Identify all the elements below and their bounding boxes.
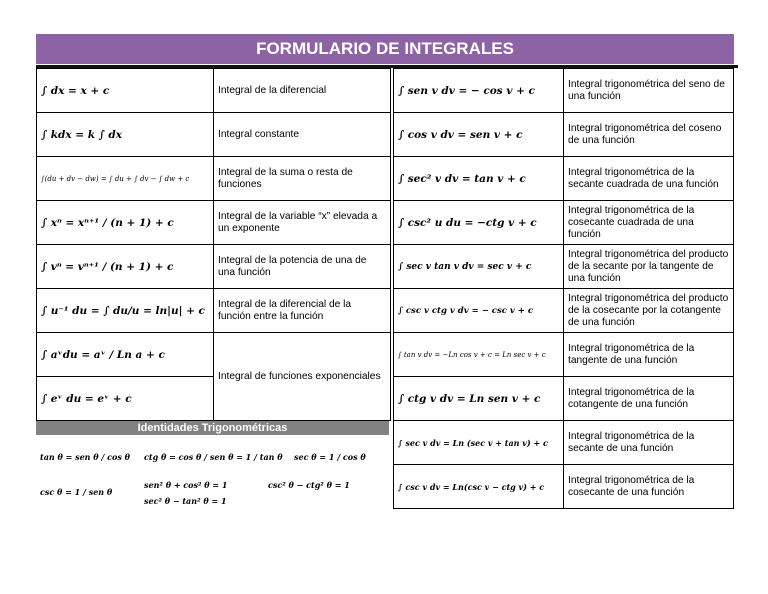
description-cell: Integral trigonométrica del producto de la secante por la tangente de una función xyxy=(564,245,734,289)
formula-cell: ∫ csc v ctg v dv = − csc v + c xyxy=(394,289,564,333)
table-row xyxy=(394,113,734,157)
description-cell: Integral de la diferencial xyxy=(214,69,391,113)
table-row xyxy=(394,289,734,333)
left-formula-table xyxy=(36,68,391,421)
description-cell: Integral de funciones exponenciales xyxy=(214,333,391,421)
formula-cell: ∫ sec v tan v dv = sec v + c xyxy=(394,245,564,289)
page-title: FORMULARIO DE INTEGRALES xyxy=(36,34,734,64)
formula-cell: ∫(du + dv − dw) = ∫ du + ∫ dv − ∫ dw + c xyxy=(37,157,214,201)
identity-pythagorean-sec-tan: sec² θ − tan² θ = 1 xyxy=(144,496,227,506)
formula-cell: ∫ kdx = k ∫ dx xyxy=(37,113,214,157)
description-cell: Integral de la potencia de una de una función xyxy=(214,245,391,289)
formula-cell: ∫ sen v dv = − cos v + c xyxy=(394,69,564,113)
table-row xyxy=(37,201,391,245)
table-row xyxy=(394,421,734,465)
table-row xyxy=(394,157,734,201)
table-row xyxy=(37,289,391,333)
formula-cell: ∫ dx = x + c xyxy=(37,69,214,113)
identity-pythagorean-csc-ctg: csc² θ − ctg² θ = 1 xyxy=(268,480,350,490)
description-cell: Integral trigonométrica de la cotangente de una función xyxy=(564,377,734,421)
identities-header: Identidades Trigonométricas xyxy=(36,421,389,435)
formula-cell: ∫ csc² u du = −ctg v + c xyxy=(394,201,564,245)
formula-cell: ∫ eᵛ du = eᵛ + c xyxy=(37,377,214,421)
description-cell: Integral de la variable “x” elevada a un exponente xyxy=(214,201,391,245)
table-row xyxy=(394,69,734,113)
identity-ctg: ctg θ = cos θ / sen θ = 1 / tan θ xyxy=(144,452,283,462)
table-row xyxy=(37,113,391,157)
table-row xyxy=(37,157,391,201)
right-formula-table xyxy=(393,68,734,509)
identity-pythagorean-sen-cos: sen² θ + cos² θ = 1 xyxy=(144,480,228,490)
table-row xyxy=(394,377,734,421)
identity-sec: sec θ = 1 / cos θ xyxy=(294,452,366,462)
formula-cell: ∫ u⁻¹ du = ∫ du/u = ln|u| + c xyxy=(37,289,214,333)
formula-cell: ∫ csc v dv = Ln(csc v − ctg v) + c xyxy=(394,465,564,509)
description-cell: Integral trigonométrica del producto de la cosecante por la cotangente de una función xyxy=(564,289,734,333)
description-cell: Integral trigonométrica de la cosecante cuadrada de una función xyxy=(564,201,734,245)
description-cell: Integral de la suma o resta de funciones xyxy=(214,157,391,201)
formula-cell: ∫ xⁿ = xⁿ⁺¹ / (n + 1) + c xyxy=(37,201,214,245)
table-row xyxy=(37,333,391,377)
description-cell: Integral trigonométrica de la secante cuadrada de una función xyxy=(564,157,734,201)
table-row xyxy=(394,201,734,245)
formula-cell: ∫ aᵛdu = aᵛ / Ln a + c xyxy=(37,333,214,377)
description-cell: Integral trigonométrica de la secante de una función xyxy=(564,421,734,465)
formula-cell: ∫ vⁿ = vⁿ⁺¹ / (n + 1) + c xyxy=(37,245,214,289)
identity-tan: tan θ = sen θ / cos θ xyxy=(40,452,130,462)
formula-cell: ∫ sec² v dv = tan v + c xyxy=(394,157,564,201)
formula-cell: ∫ tan v dv = −Ln cos v + c = Ln sec v + c xyxy=(394,333,564,377)
formula-cell: ∫ ctg v dv = Ln sen v + c xyxy=(394,377,564,421)
identity-csc: csc θ = 1 / sen θ xyxy=(40,487,113,497)
table-row xyxy=(37,245,391,289)
formula-cell: ∫ sec v dv = Ln (sec v + tan v) + c xyxy=(394,421,564,465)
description-cell: Integral constante xyxy=(214,113,391,157)
table-row xyxy=(394,245,734,289)
formula-cell: ∫ cos v dv = sen v + c xyxy=(394,113,564,157)
description-cell: Integral trigonométrica del coseno de una función xyxy=(564,113,734,157)
description-cell: Integral de la diferencial de la función entre la función xyxy=(214,289,391,333)
table-row xyxy=(394,465,734,509)
description-cell: Integral trigonométrica de la cosecante de una función xyxy=(564,465,734,509)
table-row xyxy=(37,69,391,113)
description-cell: Integral trigonométrica del seno de una función xyxy=(564,69,734,113)
description-cell: Integral trigonométrica de la tangente de una función xyxy=(564,333,734,377)
table-row xyxy=(394,333,734,377)
